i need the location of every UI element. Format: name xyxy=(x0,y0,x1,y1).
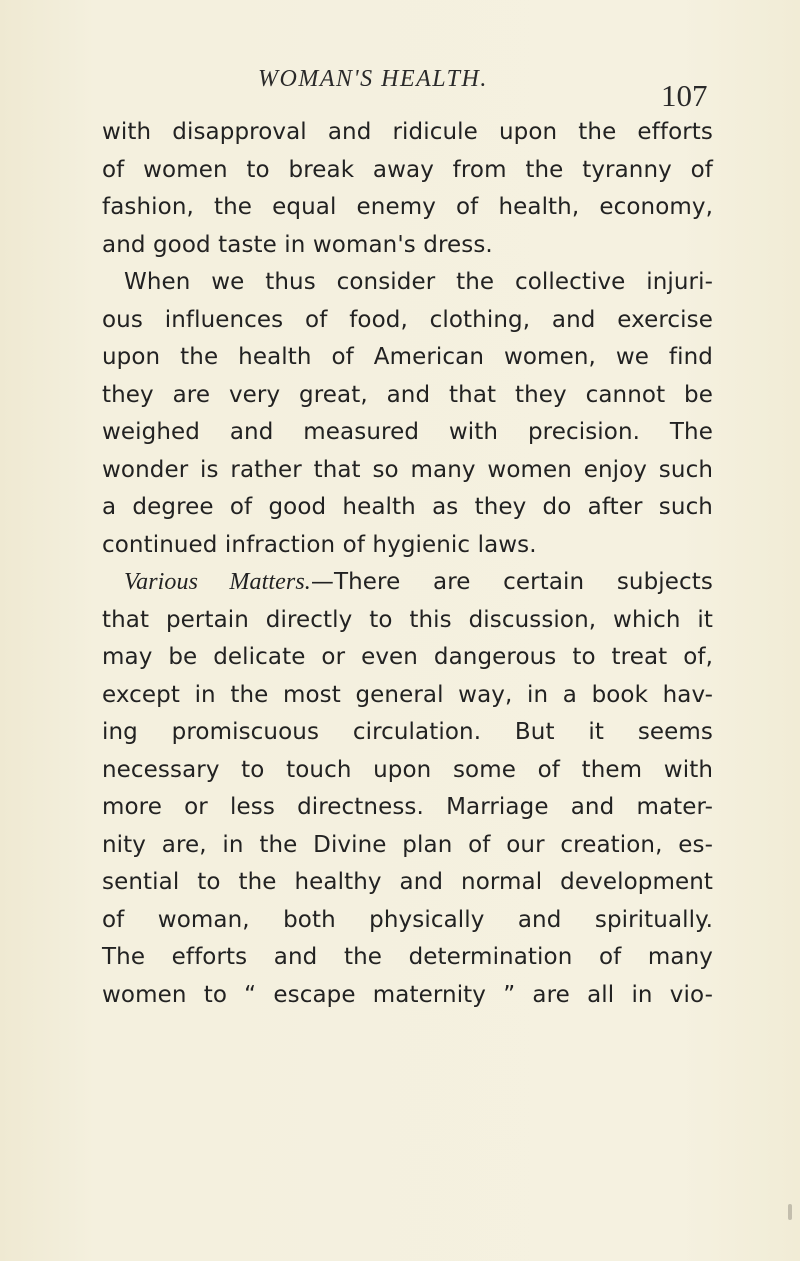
text-line: upon the health of American women, we find xyxy=(102,344,713,370)
text-line: they are very great, and that they cannot be xyxy=(102,381,713,408)
text-line: that pertain directly to this discussion, which it xyxy=(102,606,713,633)
text-line: with disapproval and ridicule upon the efforts xyxy=(102,119,713,145)
text-line: fashion, the equal enemy of health, economy, xyxy=(102,194,713,220)
text-line: sential to the healthy and normal development xyxy=(102,869,713,895)
section-subhead: Various Matters. xyxy=(124,569,311,595)
text-line: continued infraction of hygienic laws. xyxy=(102,531,537,558)
running-head-title: WOMAN'S HEALTH. xyxy=(258,66,488,92)
text-line-remainder: —There are certain subjects xyxy=(310,569,713,595)
text-line-with-subhead xyxy=(102,564,713,602)
text-line: ous influences of food, clothing, and exercise xyxy=(102,306,713,333)
text-line: When we thus consider the collective injuri- xyxy=(124,269,713,295)
text-line: women to “ escape maternity ” are all in vio- xyxy=(102,981,713,1008)
text-line: except in the most general way, in a book hav- xyxy=(102,681,713,708)
page-number: 107 xyxy=(661,78,708,113)
page-mark xyxy=(788,1204,792,1220)
text-line: and good taste in woman's dress. xyxy=(102,231,493,258)
text-line: of woman, both physically and spiritually. xyxy=(102,906,713,933)
text-line: wonder is rather that so many women enjoy such xyxy=(102,456,713,483)
text-line: may be delicate or even dangerous to treat of, xyxy=(102,644,713,670)
text-line: weighed and measured with precision. The xyxy=(102,419,713,445)
body-text xyxy=(102,114,713,1014)
text-line: ing promiscuous circulation. But it seems xyxy=(102,719,713,745)
text-line: of women to break away from the tyranny of xyxy=(102,156,713,183)
text-line: necessary to touch upon some of them with xyxy=(102,756,713,783)
text-line: a degree of good health as they do after such xyxy=(102,494,713,520)
text-line: more or less directness. Marriage and mater- xyxy=(102,794,713,820)
text-line: nity are, in the Divine plan of our creation, es- xyxy=(102,831,713,858)
text-line: The efforts and the determination of many xyxy=(102,944,713,970)
